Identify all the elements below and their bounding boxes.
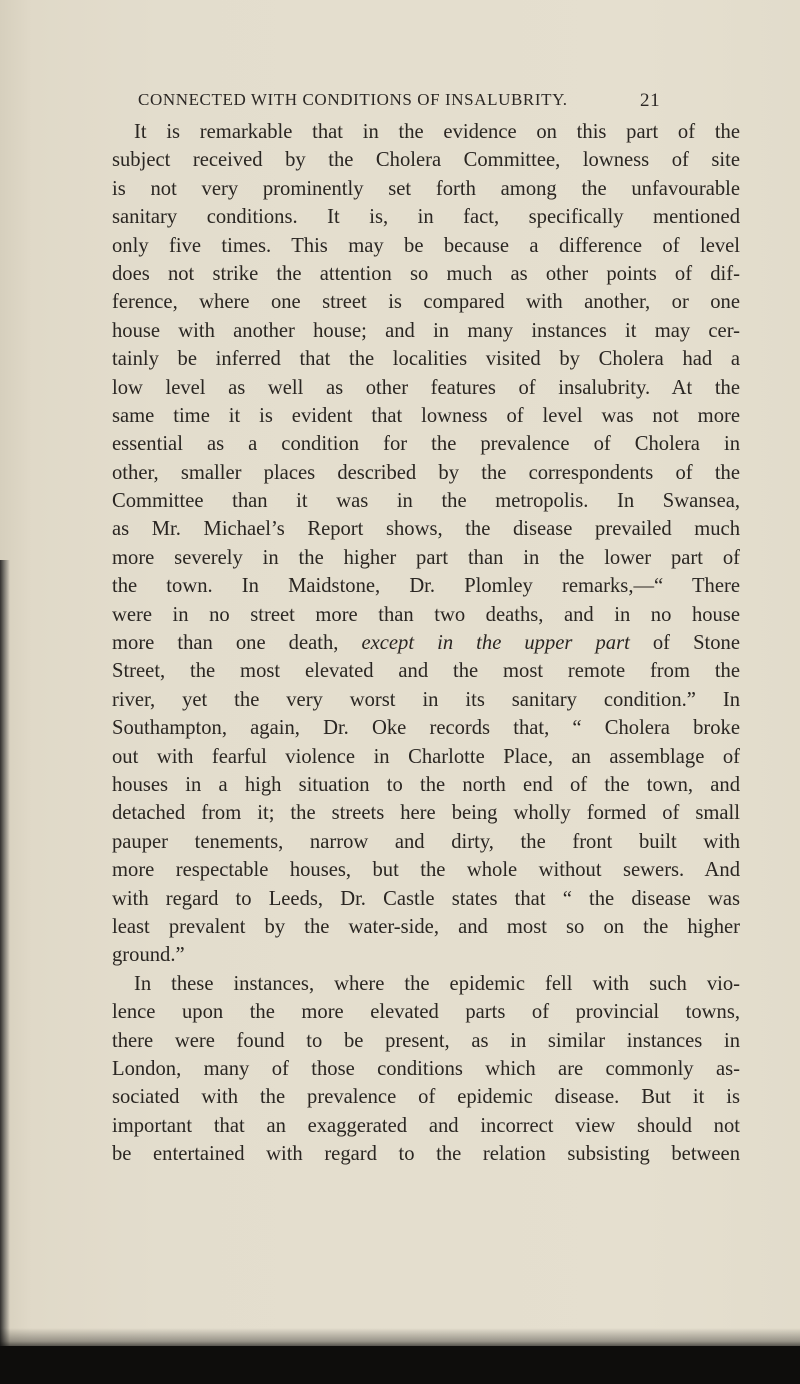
text-line: It is remarkable that in the evidence on this part of the (134, 121, 740, 143)
text-line: essential as a condition for the prevalence of Cholera in (112, 433, 740, 456)
text-line: detached from it; the streets here being wholly formed of small (112, 802, 740, 825)
text-line: In these instances, where the epidemic fell with such vio- (134, 972, 740, 995)
text-line: as Mr. Michael’s Report shows, the disease prevailed much (112, 518, 740, 541)
text-line: is not very prominently set forth among the unfavourable (112, 177, 740, 200)
text-line: lence upon the more elevated parts of provincial towns, (112, 1001, 740, 1024)
text-line: sociated with the prevalence of epidemic disease. But it is (112, 1086, 740, 1109)
text-line: more respectable houses, but the whole without sewers. And (112, 859, 740, 882)
text-line: ground.” (112, 944, 185, 967)
binding-shadow (0, 560, 10, 1350)
running-header (138, 90, 738, 110)
text-line: river, yet the very worst in its sanitary condition.” In (112, 688, 740, 711)
text-line: sanitary conditions. It is, in fact, specifically mentioned (112, 206, 740, 229)
text-line: more than one death, except in the upper part of Stone (112, 632, 740, 655)
text-line: the town. In Maidstone, Dr. Plomley remarks,—“ There (112, 575, 740, 598)
text-line: least prevalent by the water-side, and most so on the higher (112, 915, 740, 938)
text-line: Committee than it was in the metropolis. In Swansea, (112, 490, 740, 513)
text-line: pauper tenements, narrow and dirty, the front built with (112, 830, 740, 853)
text-line: only five times. This may be because a difference of level (112, 234, 740, 257)
text-line: out with fearful violence in Charlotte Place, an assemblage of (112, 745, 740, 768)
text-line: low level as well as other features of insalubrity. At the (112, 376, 740, 399)
text-line: London, many of those conditions which are commonly as- (112, 1057, 740, 1080)
text-line: house with another house; and in many instances it may cer- (112, 319, 740, 342)
text-line: other, smaller places described by the correspondents of the (112, 461, 740, 484)
body-text (112, 118, 740, 1168)
running-title: CONNECTED WITH CONDITIONS OF INSALUBRITY. (138, 90, 568, 109)
scan-bottom-edge (0, 1346, 800, 1384)
text-line: houses in a high situation to the north end of the town, and (112, 773, 740, 796)
text-line: ference, where one street is compared with another, or one (112, 291, 740, 314)
text-line: there were found to be present, as in similar instances in (112, 1029, 740, 1052)
text-line: Street, the most elevated and the most remote from the (112, 660, 740, 683)
text-line: with regard to Leeds, Dr. Castle states that “ the disease was (112, 887, 740, 910)
text-line: important that an exaggerated and incorrect view should not (112, 1114, 740, 1137)
text-line: does not strike the attention so much as other points of dif- (112, 262, 740, 285)
text-line: more severely in the higher part than in the lower part of (112, 546, 740, 569)
page-number: 21 (640, 90, 661, 111)
text-line: Southampton, again, Dr. Oke records that, “ Cholera broke (112, 717, 740, 740)
text-line: were in no street more than two deaths, and in no house (112, 603, 740, 626)
text-line: be entertained with regard to the relation subsisting between (112, 1143, 740, 1166)
text-line: tainly be inferred that the localities visited by Cholera had a (112, 348, 740, 371)
text-line: subject received by the Cholera Committee, lowness of site (112, 149, 740, 172)
text-line: same time it is evident that lowness of level was not more (112, 404, 740, 427)
